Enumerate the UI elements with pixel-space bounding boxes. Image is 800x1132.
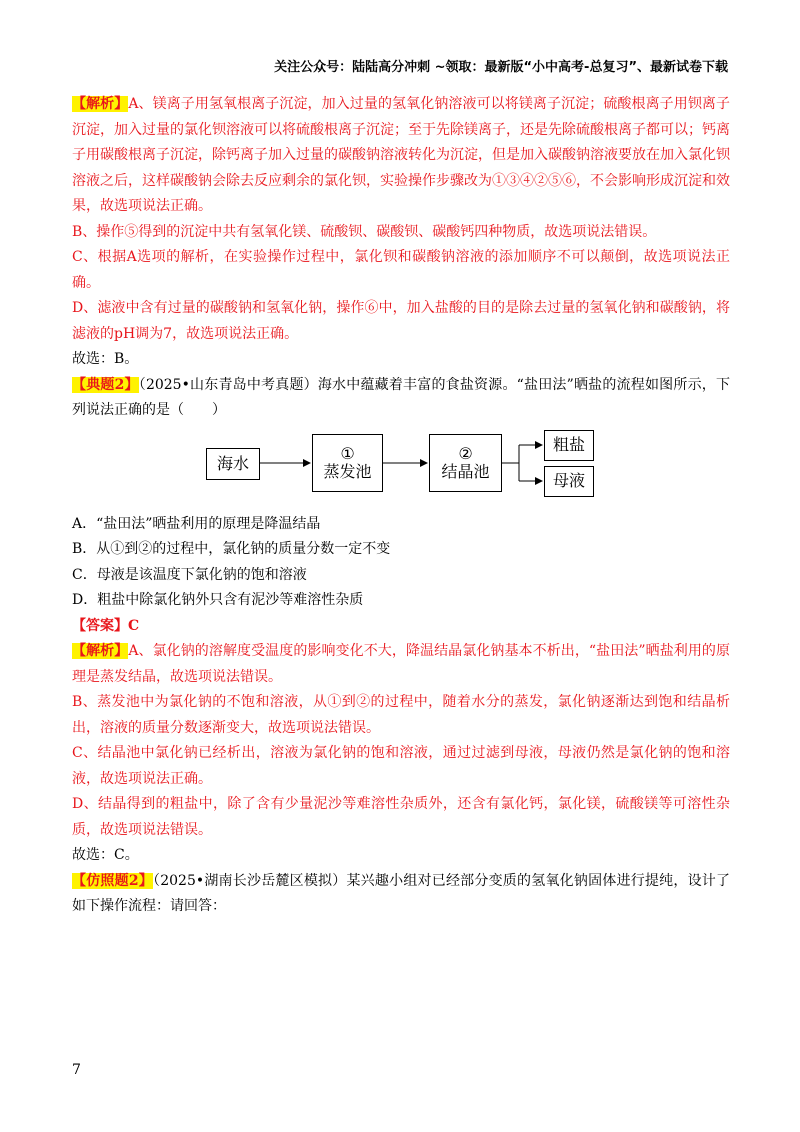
option-b: B．从①到②的过程中，氯化钠的质量分数一定不变 (72, 541, 391, 557)
imitation-question: 【仿照题2】（2025•湖南长沙岳麓区模拟）某兴趣小组对已经部分变质的氢氧化钠固体进行提纯，设计了如下操作流程：请回答： (72, 872, 730, 914)
crude-salt-box: 粗盐 (544, 430, 594, 461)
crystallization-pond-box: ② 结晶池 (429, 434, 502, 492)
option-d: D．粗盐中除氯化钠外只含有泥沙等难溶性杂质 (72, 592, 364, 608)
evaporation-pond-box: ① 蒸发池 (312, 434, 383, 492)
analysis-d: D、滤液中含有过量的碳酸钠和氢氧化钠，操作⑥中，加入盐酸的目的是除去过量的氢氧化钠和碳酸钠，将滤液的pH调为7，故选项说法正确。 (72, 300, 730, 342)
analysis-b: B、操作⑤得到的沉淀中共有氢氧化镁、硫酸钡、碳酸钡、碳酸钙四种物质，故选项说法错误。 (72, 223, 657, 240)
example-question: 【典题2】（2025•山东青岛中考真题）海水中蕴藏着丰富的食盐资源。“盐田法”晒盐的流程如图所示，下列说法正确的是（ ） (72, 376, 730, 418)
analysis-c: C、根据A选项的解析，在实验操作过程中，氯化钡和碳酸钠溶液的添加顺序不可以颠倒，故选项说法正确。 (72, 249, 730, 291)
analysis-choice: 故选：B。 (72, 351, 139, 367)
salt-flow-diagram (72, 430, 730, 508)
option-a: A．“盐田法”晒盐利用的原理是降温结晶 (72, 515, 321, 532)
page-header: 关注公众号：陆陆高分冲刺 ~领取：最新版“小中高考-总复习”、最新试卷下载 (274, 60, 728, 75)
flow-arrows (72, 430, 730, 508)
option-c: C．母液是该温度下氯化钠的饱和溶液 (72, 566, 307, 583)
page-number: 7 (72, 1062, 81, 1078)
analysis2-a: 【解析】A、氯化钠的溶解度受温度的影响变化不大，降温结晶氯化钠基本不析出，“盐田法”晒盐利用的原理是蒸发结晶，故选项说法错误。 (72, 643, 730, 685)
page-content (72, 92, 730, 920)
example-tag: 【典题2】 (72, 376, 139, 393)
analysis2-tag: 【解析】 (72, 643, 129, 659)
analysis2-c: C、结晶池中氯化钠已经析出，溶液为氯化钠的饱和溶液，通过过滤到母液，母液仍然是氯化钠的饱和溶液，故选项说法正确。 (72, 745, 730, 787)
analysis-tag: 【解析】 (72, 96, 129, 112)
analysis2-b: B、蒸发池中为氯化钠的不饱和溶液，从①到②的过程中，随着水分的蒸发，氯化钠逐渐达到饱和结晶析出，溶液的质量分数逐渐变大，故选项说法错误。 (72, 694, 730, 736)
analysis-a: 【解析】A、镁离子用氢氧根离子沉淀，加入过量的氢氧化钠溶液可以将镁离子沉淀；硫酸根离子用钡离子沉淀，加入过量的氯化钡溶液可以将硫酸根离子沉淀；至于先除镁离子，还是先除硫酸根离子都可以；钙离子用碳酸根离子沉淀，除钙离子加入过量的碳酸钠溶液转化为沉淀，但是加入碳酸钠溶液要放在加入氯化钡溶液之后，这样碳酸钠会除去反应剩余的氯化钡，实验操作步骤改为①③④②⑤⑥，不会影响形成沉淀和效果，故选项说法正确。 (72, 96, 731, 214)
imitation-tag: 【仿照题2】 (72, 872, 154, 889)
analysis2-choice: 故选：C。 (72, 847, 139, 863)
analysis2-d: D、结晶得到的粗盐中，除了含有少量泥沙等难溶性杂质外，还含有氯化钙，氯化镁，硫酸镁等可溶性杂质，故选项说法错误。 (72, 796, 730, 838)
seawater-box: 海水 (206, 448, 260, 480)
mother-liquor-box: 母液 (544, 466, 594, 497)
answer: 【答案】C (72, 617, 140, 634)
